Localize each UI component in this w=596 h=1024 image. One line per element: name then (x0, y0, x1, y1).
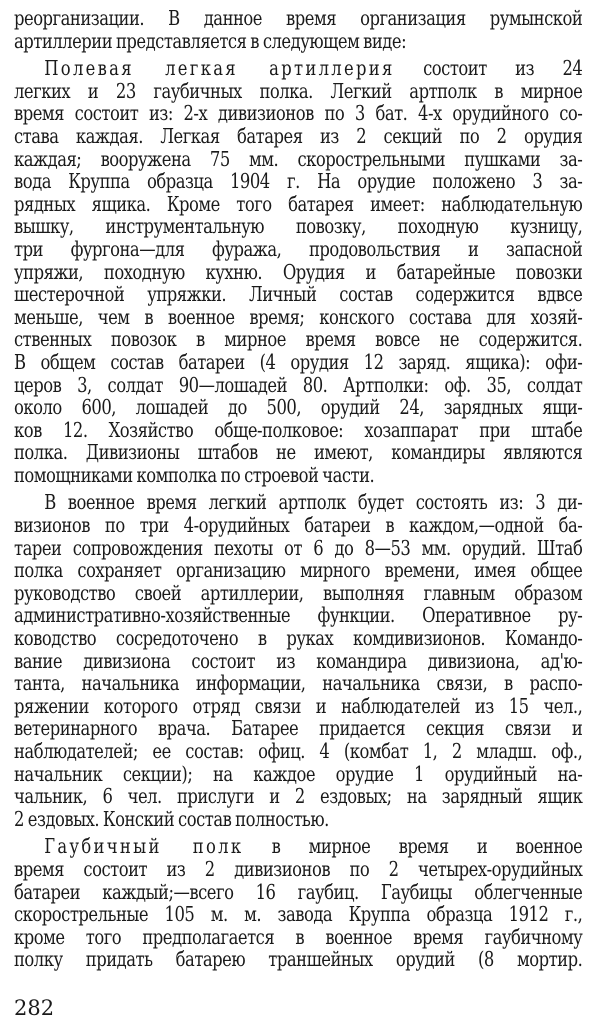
text-line: шестерочной упряжки. Личный состав содержится вдвсе (14, 282, 583, 307)
text-line: вышку, инструментальную повозку, походную кузницу, (14, 214, 583, 239)
text-line: ветеринарного врача. Батарее придается секция связи и (14, 716, 583, 741)
paragraph (14, 57, 582, 486)
text-line: ственных повозок в мирное время вовсе не содержится. (14, 327, 583, 352)
text-line: наблюдателей; ее состав: офиц. 4 (комбат 1, 2 младш. оф., (14, 739, 583, 763)
text-line: три фургона—для фуража, продовольствия и запасной (14, 236, 583, 261)
text-line: тареи сопровождения пехоты от 6 до 8—53 мм. орудий. Штаб (14, 535, 583, 560)
text-block (14, 7, 582, 971)
text-line: ководство сосредоточено в руках комдивизионов. Командо- (14, 626, 583, 651)
text-line: каждая; вооружена 75 мм. скорострельными пушками за- (14, 146, 583, 171)
page-number: 282 (14, 996, 55, 1020)
text-line: визионов по три 4-орудийных батареи в каждом,—одной ба- (14, 513, 583, 538)
text-line: В общем состав батареи (4 орудия 12 заряд. ящика): офи- (14, 349, 583, 374)
text-line: около 600, лошадей до 500, орудий 24, зарядных ящи- (14, 395, 583, 420)
text-line: артиллерии представляется в следующем виде: (14, 28, 407, 53)
text-line: Полевая легкая артиллерия состоит из 24 (44, 56, 583, 81)
text-line: полка сохраняет организацию мирного времени, имея общее (14, 558, 583, 583)
text-line: начальник секции); на каждое орудие 1 орудийный на- (14, 761, 583, 786)
text-line: ряжении которого отряд связи и наблюдателей из 15 чел., (14, 693, 583, 718)
text-line: ков 12. Хозяйство обще-полковое: хозаппарат при штабе (14, 417, 583, 442)
text-line: полка. Дивизионы штабов не имеют, командиры являются (14, 440, 583, 465)
text-line: Гаубичный полк в мирное время и военное (44, 834, 583, 859)
text-line: скорострельные 105 м. м. завода Круппа образца 1912 г., (14, 902, 583, 927)
text-line: танта, начальника информации, начальника связи, в распо- (14, 671, 583, 696)
text-line: 2 ездовых. Конский состав полностью. (14, 806, 329, 831)
text-line: упряжи, походную кухню. Орудия и батарейные повозки (14, 259, 583, 284)
text-line: время состоит из 2 дивизионов по 2 четырех-орудийных (14, 856, 583, 881)
text-line: става каждая. Легкая батарея из 2 секций по 2 орудия (14, 123, 583, 148)
text-line: вание дивизиона состоит из командира дивизиона, ад'ю- (14, 648, 583, 673)
text-line: кроме того предполагается в военное время гаубичному (14, 924, 583, 949)
text-line: меньше, чем в военное время; конского состава для хозяй- (14, 304, 583, 329)
paragraph (14, 491, 582, 830)
text-line: церов 3, солдат 90—лошадей 80. Артполки: оф. 35, солдат (14, 372, 583, 397)
text-line: помощниками комполка по строевой части. (14, 462, 375, 487)
text-line: В военное время легкий артполк будет состоять из: 3 ди- (44, 490, 583, 515)
text-line: легких и 23 гаубичных полка. Легкий артполк в мирное (14, 78, 583, 103)
paragraph (14, 835, 582, 971)
text-line: чальник, 6 чел. прислуги и 2 ездовых; на зарядный ящик (14, 784, 583, 809)
text-line: полку придать батарею траншейных орудий (8 мортир. (14, 947, 583, 972)
text-line: реорганизации. В данное время организация румынской (14, 6, 583, 30)
text-line: время состоит из: 2-х дивизионов по 3 бат. 4-х орудийного со- (14, 101, 583, 126)
text-line: рядных ящика. Кроме того батарея имеет: наблюдательную (14, 191, 583, 216)
text-line: батареи каждый;—всего 16 гаубиц. Гаубицы облегченные (14, 879, 583, 904)
text-line: вода Круппа образца 1904 г. На орудие положено 3 за- (14, 169, 583, 194)
text-line: руководство своей артиллерии, выполняя главным образом (14, 580, 583, 605)
emphasized-heading-text: Гаубичный полк (44, 834, 244, 859)
emphasized-heading-text: Полевая легкая артиллерия (44, 56, 395, 81)
paragraph (14, 7, 582, 52)
text-line: административно-хозяйственные функции. Оперативное ру- (14, 603, 583, 628)
